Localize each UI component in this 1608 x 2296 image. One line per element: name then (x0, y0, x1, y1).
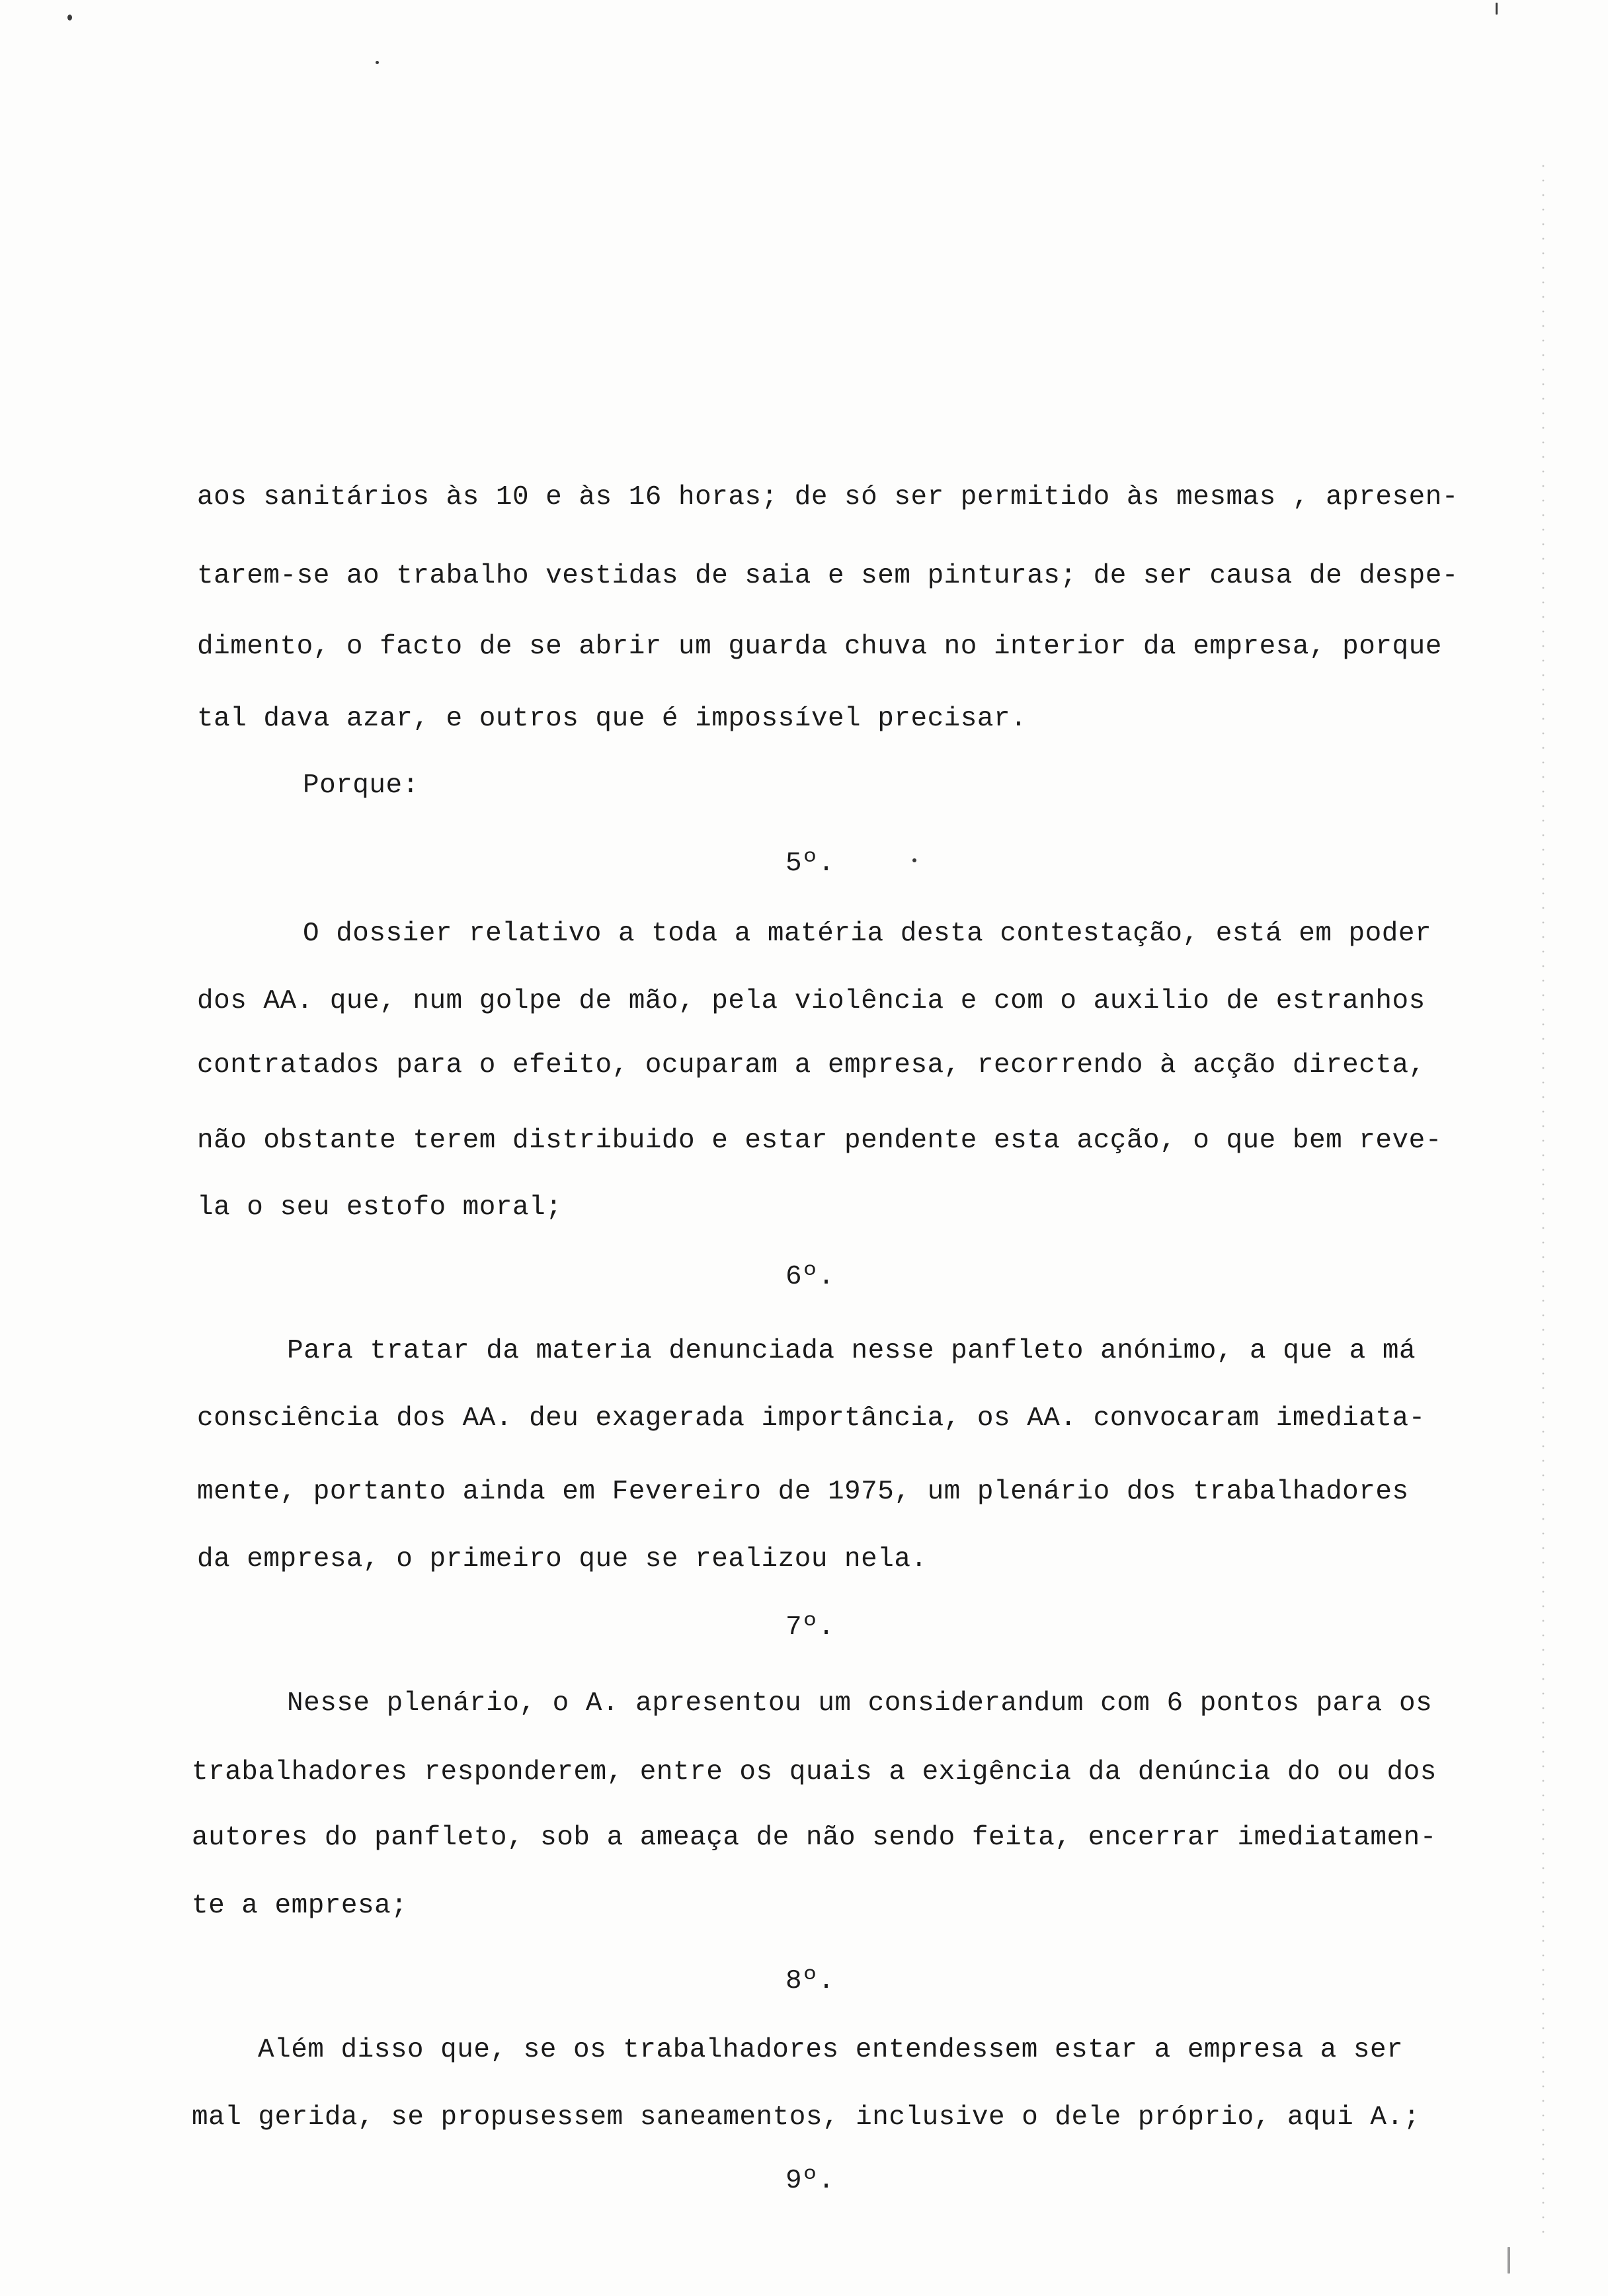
scan-speck (1496, 3, 1498, 15)
text-line: mal gerida, se propusessem saneamentos, inclusive o dele próprio, aqui A.; (192, 2102, 1420, 2133)
section-number: 5º. (785, 848, 834, 879)
section-number: 6º. (785, 1262, 834, 1292)
text-line: mente, portanto ainda em Fevereiro de 1975, um plenário dos trabalhadores (197, 1477, 1409, 1507)
scan-speck (376, 61, 379, 64)
scan-speck (912, 858, 916, 862)
text-line: trabalhadores responderem, entre os quais a exigência da denúncia do ou dos (192, 1757, 1437, 1787)
text-line: la o seu estofo moral; (197, 1192, 563, 1223)
text-line: Além disso que, se os trabalhadores entendessem estar a empresa a ser (258, 2035, 1404, 2065)
scan-speck (1508, 2247, 1510, 2274)
text-line: Para tratar da materia denunciada nesse panfleto anónimo, a que a má (287, 1336, 1416, 1366)
text-line: te a empresa; (192, 1891, 408, 1921)
text-line: O dossier relativo a toda a matéria desta contestação, está em poder (303, 919, 1432, 949)
section-number: 9º. (785, 2166, 834, 2196)
text-line: contratados para o efeito, ocuparam a empresa, recorrendo à acção directa, (197, 1050, 1426, 1081)
scan-edge-artifact (1541, 159, 1545, 2242)
text-line: tarem-se ao trabalho vestidas de saia e sem pinturas; de ser causa de despe- (197, 561, 1459, 591)
text-line: dimento, o facto de se abrir um guarda chuva no interior da empresa, porque (197, 632, 1442, 662)
scan-speck (67, 15, 72, 20)
text-line: Porque: (303, 770, 419, 801)
text-line: não obstante terem distribuido e estar pendente esta acção, o que bem reve- (197, 1126, 1442, 1156)
text-line: tal dava azar, e outros que é impossível precisar. (197, 704, 1027, 734)
section-number: 8º. (785, 1966, 834, 1996)
text-line: Nesse plenário, o A. apresentou um considerandum com 6 pontos para os (287, 1688, 1433, 1719)
text-line: dos AA. que, num golpe de mão, pela violência e com o auxilio de estranhos (197, 986, 1426, 1016)
section-number: 7º. (785, 1612, 834, 1643)
text-line: da empresa, o primeiro que se realizou nela. (197, 1544, 928, 1575)
text-line: aos sanitários às 10 e às 16 horas; de só ser permitido às mesmas , apresen- (197, 482, 1459, 512)
text-line: autores do panfleto, sob a ameaça de não sendo feita, encerrar imediatamen- (192, 1823, 1437, 1853)
text-line: consciência dos AA. deu exagerada importância, os AA. convocaram imediata- (197, 1403, 1426, 1434)
